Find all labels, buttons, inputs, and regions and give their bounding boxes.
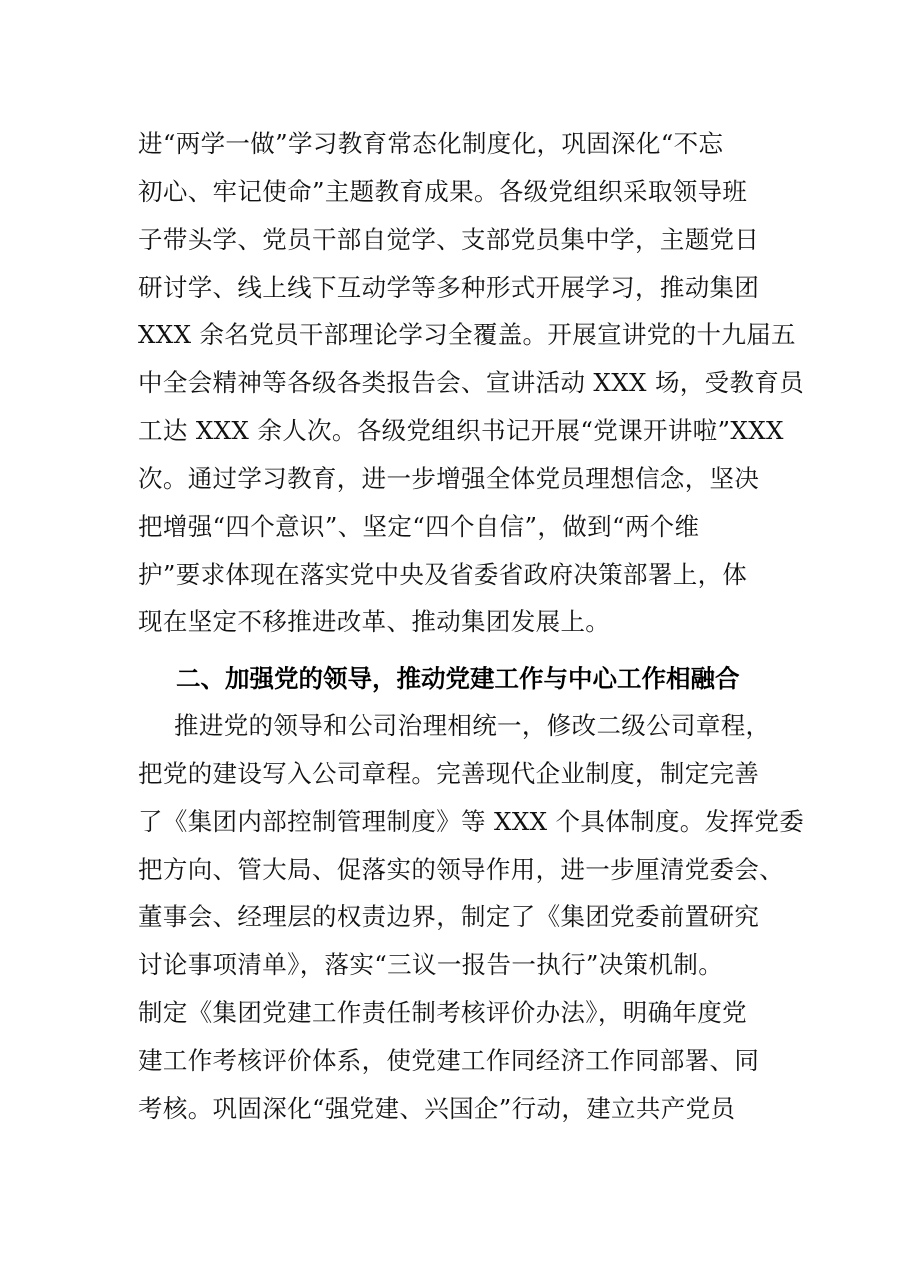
paragraph-2-line-7: 制定《集团党建工作责任制考核评价办法》，明确年度党: [138, 998, 747, 1027]
section-heading: 二、加强党的领导，推动党建工作与中心工作相融合: [176, 664, 740, 693]
paragraph-2-line-2: 把党的建设写入公司章程。完善现代企业制度，制定完善: [138, 759, 760, 788]
paragraph-1-line-10: 护”要求体现在落实党中央及省委省政府决策部署上，体: [138, 560, 748, 589]
paragraph-2-line-4: 把方向、管大局、促落实的领导作用，进一步厘清党委会、: [138, 855, 785, 884]
paragraph-2-line-9: 考核。巩固深化“强党建、兴国企”行动，建立共产党员: [138, 1094, 736, 1123]
paragraph-2-line-1: 推进党的领导和公司治理相统一，修改二级公司章程，: [174, 711, 771, 740]
paragraph-1-line-2: 初心、牢记使命”主题教育成果。各级党组织采取领导班: [138, 177, 748, 206]
paragraph-1-line-6: 中全会精神等各级各类报告会、宣讲活动 XXX 场，受教育员: [138, 368, 805, 397]
paragraph-1-line-5: XXX 余名党员干部理论学习全覆盖。开展宣讲党的十九届五: [138, 320, 796, 349]
paragraph-1-line-1: 进“两学一做”学习教育常态化制度化，巩固深化“不忘: [138, 129, 724, 158]
paragraph-1-line-7: 工达 XXX 余人次。各级党组织书记开展“党课开讲啦”XXX: [138, 416, 784, 445]
paragraph-1-line-3: 子带头学、党员干部自觉学、支部党员集中学，主题党日: [138, 225, 760, 254]
paragraph-1-line-11: 现在坚定不移推进改革、推动集团发展上。: [138, 607, 611, 636]
paragraph-2-line-6: 讨论事项清单》，落实“三议一报告一执行”决策机制。: [138, 950, 724, 979]
paragraph-1-line-9: 把增强“四个意识”、坚定“四个自信”，做到“两个维: [138, 512, 700, 541]
paragraph-2-line-8: 建工作考核评价体系，使党建工作同经济工作同部署、同: [138, 1046, 760, 1075]
paragraph-2-line-3: 了《集团内部控制管理制度》等 XXX 个具体制度。发挥党委: [138, 807, 805, 836]
paragraph-2-line-5: 董事会、经理层的权责边界，制定了《集团党委前置研究: [138, 902, 760, 931]
paragraph-1-line-8: 次。通过学习教育，进一步增强全体党员理想信念，坚决: [138, 464, 760, 493]
paragraph-1-line-4: 研讨学、线上线下互动学等多种形式开展学习，推动集团: [138, 273, 760, 302]
